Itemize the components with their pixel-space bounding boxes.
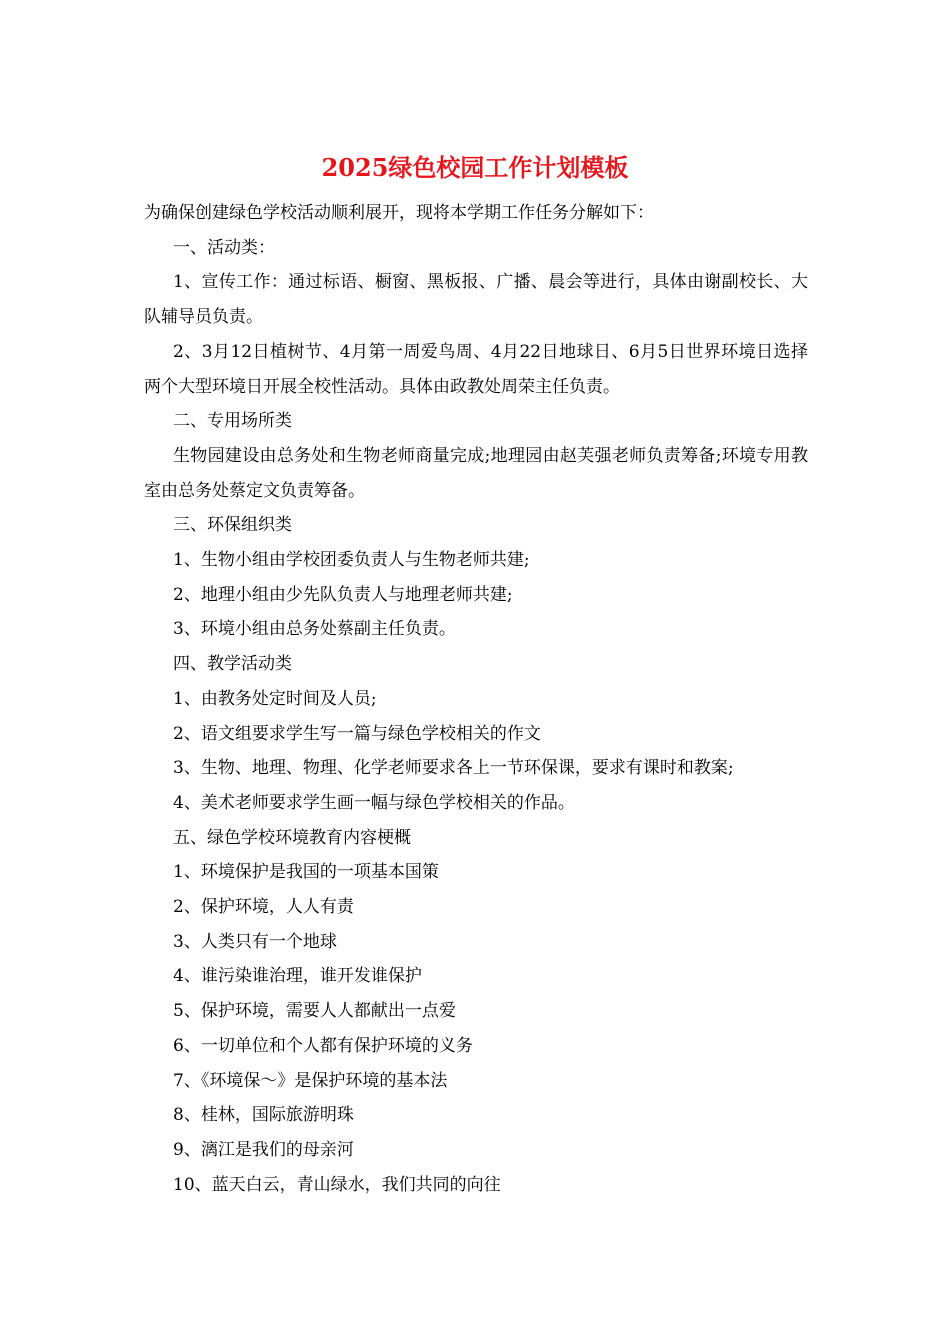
- outline-item: 4、谁污染谁治理，谁开发谁保护: [173, 966, 422, 987]
- outline-item: 3、人类只有一个地球: [173, 931, 337, 952]
- section-heading-venues: 二、专用场所类: [173, 411, 292, 432]
- organization-item: 1、生物小组由学校团委负责人与生物老师共建;: [173, 550, 530, 571]
- outline-item: 8、桂林，国际旅游明珠: [173, 1105, 354, 1126]
- organization-item: 2、地理小组由少先队负责人与地理老师共建;: [173, 584, 513, 605]
- outline-item: 1、环境保护是我国的一项基本国策: [173, 862, 439, 883]
- document-body: [144, 196, 808, 1202]
- section-heading-teaching: 四、教学活动类: [173, 654, 292, 675]
- outline-item: 2、保护环境，人人有责: [173, 897, 354, 918]
- outline-item: 10、蓝天白云，青山绿水，我们共同的向往: [173, 1174, 501, 1195]
- section-heading-activities: 一、活动类：: [173, 237, 275, 258]
- venues-paragraph: 生物园建设由总务处和生物老师商量完成;地理园由赵芙强老师负责筹备;环境专用教室由总务处蔡定文负责筹备。: [144, 445, 808, 501]
- document-title: 2025绿色校园工作计划模板: [321, 153, 629, 182]
- organization-item: 3、环境小组由总务处蔡副主任负责。: [173, 619, 456, 640]
- outline-item: 7、《环境保～》是保护环境的基本法: [173, 1070, 448, 1091]
- intro-paragraph: 为确保创建绿色学校活动顺利展开，现将本学期工作任务分解如下：: [144, 203, 654, 223]
- teaching-item: 3、生物、地理、物理、化学老师要求各上一节环保课，要求有课时和教案;: [173, 758, 734, 779]
- teaching-item: 2、语文组要求学生写一篇与绿色学校相关的作文: [173, 723, 541, 744]
- activity-item-publicity: 1、宣传工作：通过标语、橱窗、黑板报、广播、晨会等进行，具体由谢副校长、大队辅导员负责。: [144, 272, 808, 328]
- outline-item: 6、一切单位和个人都有保护环境的义务: [173, 1035, 473, 1056]
- teaching-item: 1、由教务处定时间及人员;: [173, 688, 377, 709]
- section-heading-content-outline: 五、绿色学校环境教育内容梗概: [173, 827, 411, 848]
- section-heading-organizations: 三、环保组织类: [173, 515, 292, 536]
- activity-item-environment-days: 2、3月12日植树节、4月第一周爱鸟周、4月22日地球日、6月5日世界环境日选择两个大型环境日开展全校性活动。具体由政教处周荣主任负责。: [144, 341, 808, 397]
- outline-item: 9、漓江是我们的母亲河: [173, 1139, 354, 1160]
- teaching-item: 4、美术老师要求学生画一幅与绿色学校相关的作品。: [173, 792, 575, 813]
- outline-item: 5、保护环境，需要人人都献出一点爱: [173, 1001, 456, 1022]
